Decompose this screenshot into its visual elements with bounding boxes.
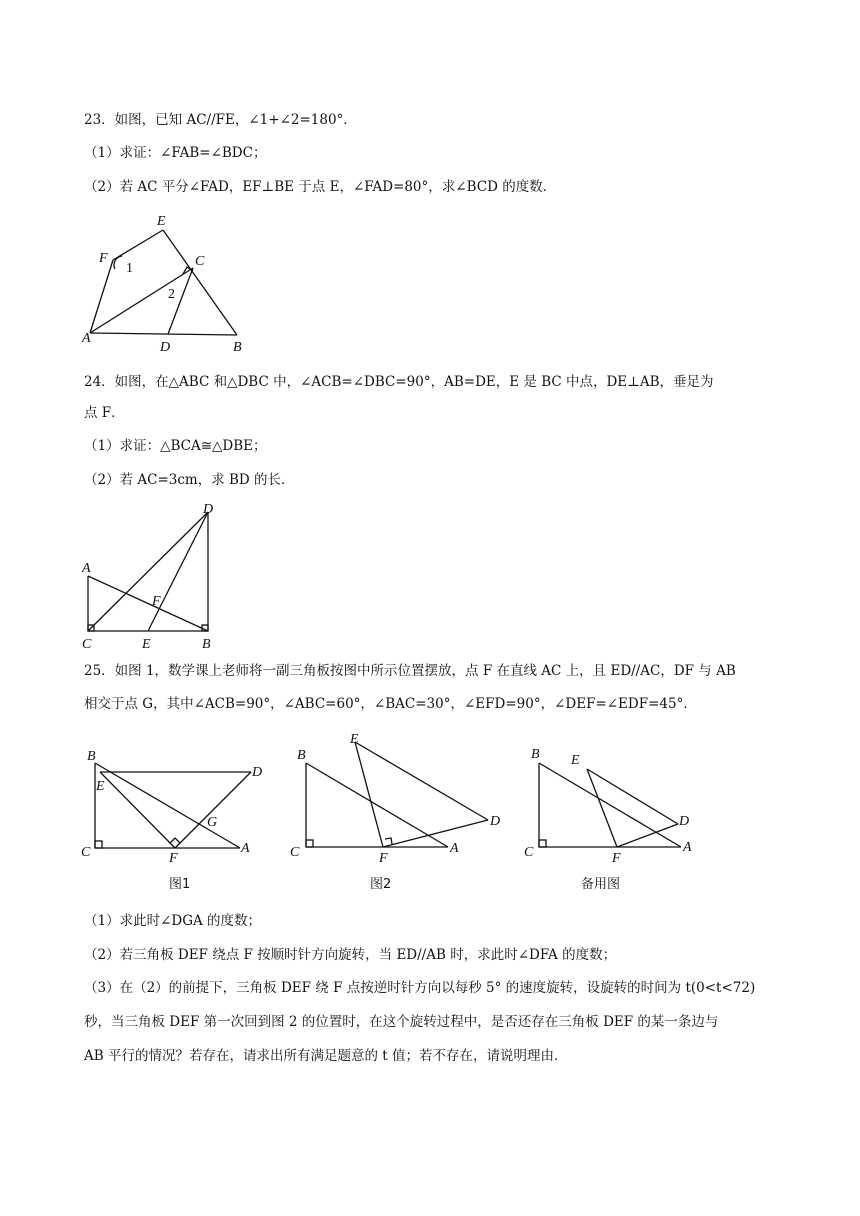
q25-fig1-caption: 图1 [169,877,191,892]
q24-part2: （2）若 AC=3cm，求 BD 的长． [84,472,295,488]
q25-fig3-label-C: C [524,845,534,860]
q24-label-D: D [203,502,214,517]
q25-fig3-label-D: D [679,814,690,829]
q23-figure [75,205,255,355]
q25-fig2-label-B: B [297,748,306,763]
q25-figure-3 [515,738,715,898]
q25-fig2-label-C: C [290,845,300,860]
q25-figure-2 [285,728,510,898]
q23-stem: 23．如图，已知 AC//FE，∠1+∠2=180°． [84,112,357,128]
q23-label-D: D [160,340,171,355]
q23-label-B: B [233,340,242,355]
q25-fig1-label-F: F [169,851,178,866]
q25-part2: （2）若三角板 DEF 绕点 F 按顺时针方向旋转，当 ED//AB 时，求此时∠DFA 的度数； [84,947,617,963]
q25-fig3-label-B: B [531,747,540,762]
q25-fig1-label-A: A [241,841,250,856]
q25-part3-line2: 秒，当三角板 DEF 第一次回到图 2 的位置时，在这个旋转过程中，是否还存在三角板 DEF 的某一条边与 [84,1014,719,1030]
q23-label-E: E [157,214,166,229]
q23-label-A: A [82,331,91,346]
q25-part3-line1: （3）在（2）的前提下，三角板 DEF 绕 F 点按逆时针方向以每秒 5° 的速度旋转，设旋转的时间为 t(0<t<72) [84,980,756,996]
q25-fig3-caption: 备用图 [581,877,621,892]
q23-label-2: 2 [168,287,175,302]
q25-figure-1 [75,738,275,898]
q25-fig2-label-F: F [379,851,388,866]
q25-fig1-label-G: G [207,815,218,830]
q24-label-F: F [152,594,161,609]
q25-part3-line3: AB 平行的情况？若存在，请求出所有满足题意的 t 值；若不存在，请说明理由． [84,1048,568,1064]
q25-stem-line2: 相交于点 G，其中∠ACB=90°，∠ABC=60°，∠BAC=30°，∠EFD=90°，∠DEF=∠EDF=45°． [84,696,697,712]
q24-stem-line1: 24．如图，在△ABC 和△DBC 中，∠ACB=∠DBC=90°，AB=DE，E 是 BC 中点，DE⊥AB，垂足为 [84,374,714,390]
q23-part2: （2）若 AC 平分∠FAD，EF⊥BE 于点 E，∠FAD=80°，求∠BCD 的度数． [84,179,557,195]
q23-part1: （1）求证：∠FAB=∠BDC； [84,145,267,161]
q25-fig2-caption: 图2 [370,877,392,892]
q25-fig3-label-A: A [683,840,692,855]
q23-label-C: C [195,254,205,269]
q25-fig2-label-E: E [350,732,359,747]
q24-figure [75,498,225,653]
q25-fig1-label-D: D [252,765,263,780]
q24-stem-line2: 点 F． [84,405,125,421]
q23-label-1: 1 [126,261,133,276]
q25-fig1-label-C: C [81,845,91,860]
q24-label-E: E [142,637,151,652]
q25-fig3-label-F: F [612,851,621,866]
q25-fig2-label-A: A [450,841,459,856]
q24-label-B: B [202,637,211,652]
q24-label-C: C [82,637,92,652]
q25-stem-line1: 25．如图 1，数学课上老师将一副三角板按图中所示位置摆放，点 F 在直线 AC 上，且 ED//AC，DF 与 AB [84,663,736,679]
q25-fig2-label-D: D [490,814,501,829]
q25-fig1-label-B: B [87,749,96,764]
q24-part1: （1）求证：△BCA≅△DBE； [84,438,267,454]
q24-label-A: A [82,561,91,576]
q25-fig1-label-E: E [96,779,105,794]
q25-fig3-label-E: E [571,753,580,768]
q23-label-F: F [99,251,108,266]
q25-part1: （1）求此时∠DGA 的度数； [84,913,262,929]
